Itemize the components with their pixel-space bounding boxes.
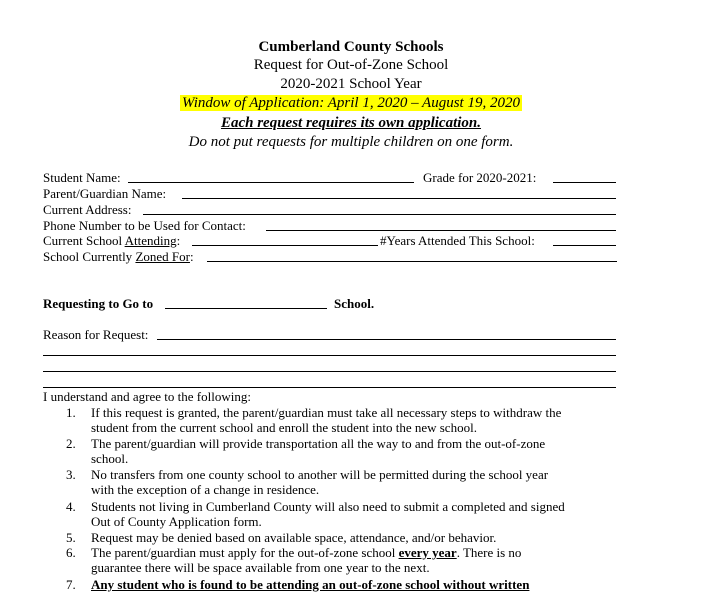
address-label: Current Address: bbox=[43, 202, 132, 217]
student-name-field[interactable] bbox=[128, 182, 414, 183]
zoned-school-label: School Currently Zoned For: bbox=[43, 249, 194, 264]
address-field[interactable] bbox=[143, 214, 616, 215]
agreement-intro: I understand and agree to the following: bbox=[43, 389, 251, 404]
application-window-highlight: Window of Application: April 1, 2020 – August 19, 2020 bbox=[182, 95, 520, 111]
reason-field-line-4[interactable] bbox=[43, 387, 616, 388]
no-multiple-notice: Do not put requests for multiple children on one form. bbox=[188, 134, 514, 150]
years-attended-field[interactable] bbox=[553, 245, 616, 246]
parent-name-field[interactable] bbox=[182, 198, 616, 199]
each-request-notice: Each request requires its own application. bbox=[220, 115, 482, 131]
phone-label: Phone Number to be Used for Contact: bbox=[43, 218, 246, 233]
current-school-field[interactable] bbox=[192, 245, 378, 246]
grade-label: Grade for 2020-2021: bbox=[423, 170, 537, 185]
document-title: Cumberland County Schools bbox=[258, 39, 444, 55]
requesting-label: Requesting to Go to bbox=[43, 296, 154, 311]
grade-field[interactable] bbox=[553, 182, 616, 183]
school-suffix: School. bbox=[334, 296, 375, 311]
document-subtitle: Request for Out-of-Zone School bbox=[253, 57, 449, 73]
current-school-label: Current School Attending: bbox=[43, 233, 181, 248]
student-name-label: Student Name: bbox=[43, 170, 121, 185]
reason-field-line-3[interactable] bbox=[43, 371, 616, 372]
requested-school-field[interactable] bbox=[165, 308, 327, 309]
reason-label: Reason for Request: bbox=[43, 327, 149, 342]
reason-field-line-2[interactable] bbox=[43, 355, 616, 356]
school-year: 2020-2021 School Year bbox=[280, 76, 422, 92]
phone-field[interactable] bbox=[266, 230, 616, 231]
application-window bbox=[0, 94, 702, 112]
years-attended-label: #Years Attended This School: bbox=[380, 233, 535, 248]
zoned-school-field[interactable] bbox=[207, 261, 617, 262]
reason-field-line-1[interactable] bbox=[157, 339, 616, 340]
parent-name-label: Parent/Guardian Name: bbox=[43, 186, 167, 201]
